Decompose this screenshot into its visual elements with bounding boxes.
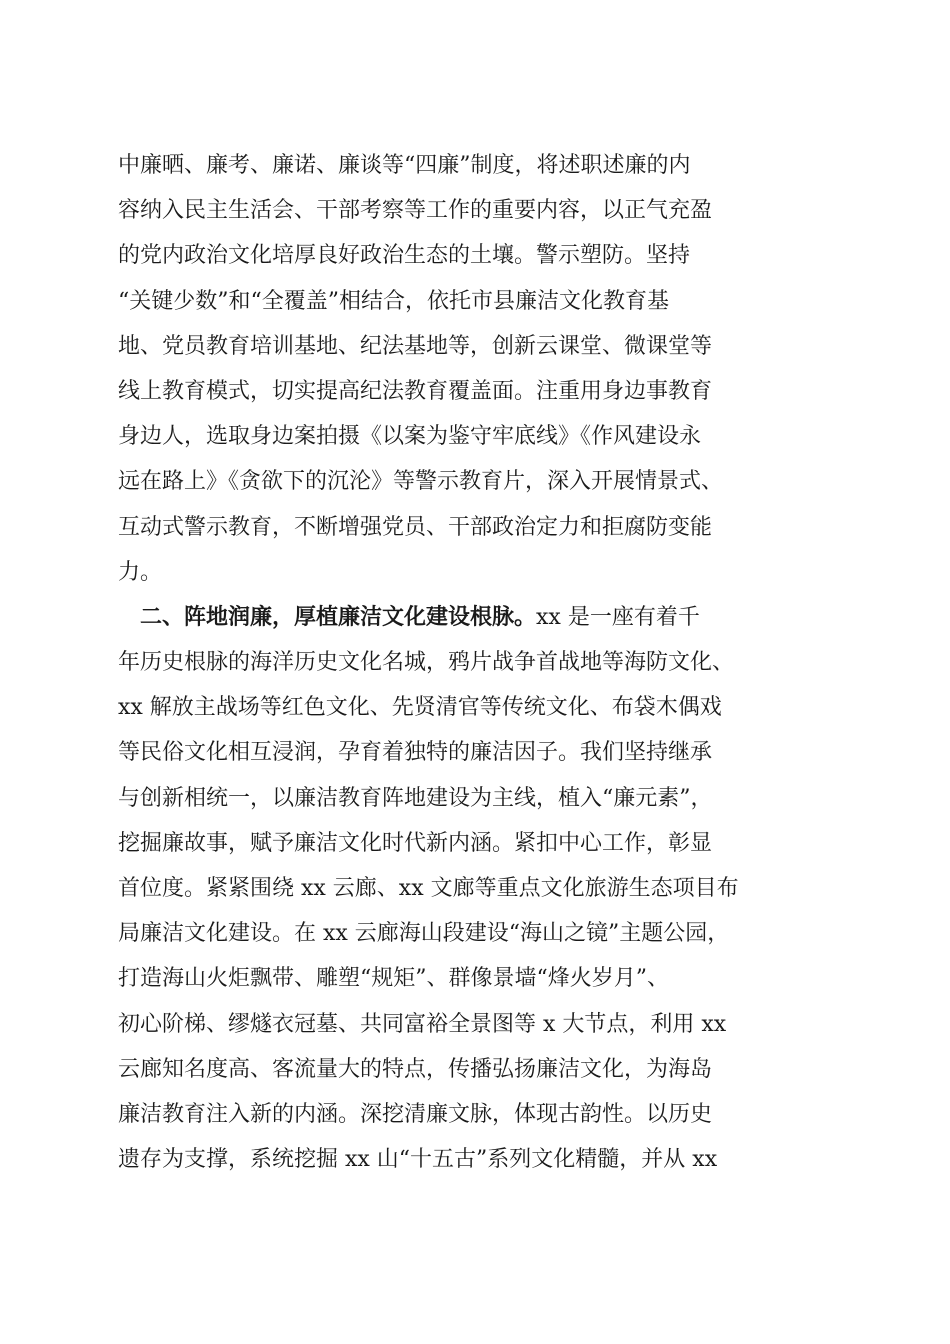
paragraph-1-line-8: 远在路上》《贪欲下的沉沦》等警示教育片，深入开展情景式、 bbox=[118, 469, 724, 495]
paragraph-1-line-10: 力。 bbox=[118, 559, 163, 585]
paragraph-1-line-1: 中廉晒、廉考、廉诺、廉谈等“四廉”制度，将述职述廉的内 bbox=[118, 153, 691, 178]
paragraph-2-line-5: 与创新相统一，以廉洁教育阵地建设为主线，植入“廉元素”， bbox=[118, 785, 713, 811]
paragraph-2-first-line bbox=[118, 595, 838, 640]
paragraph-1-line-7: 身边人，选取身边案拍摄《以案为鉴守牢底线》《作风建设永 bbox=[118, 424, 702, 450]
paragraph-2-line-11: 云廊知名度高、客流量大的特点，传播弘扬廉洁文化，为海岛 bbox=[118, 1056, 713, 1082]
paragraph-2-line-3: xx 解放主战场等红色文化、先贤清官等传统文化、布袋木偶戏 bbox=[118, 695, 722, 721]
paragraph-2-line-8: 局廉洁文化建设。在 xx 云廊海山段建设“海山之镜”主题公园， bbox=[118, 921, 730, 947]
paragraph-1-line-2: 容纳入民主生活会、干部考察等工作的重要内容，以正气充盈 bbox=[118, 198, 713, 224]
document-body bbox=[118, 143, 838, 1182]
section-heading: 二、阵地润廉，厚植廉洁文化建设根脉。 bbox=[140, 604, 537, 630]
paragraph-1-line-3: 的党内政治文化培厚良好政治生态的土壤。警示塑防。坚持 bbox=[118, 243, 691, 269]
paragraph-2-line-12: 廉洁教育注入新的内涵。深挖清廉文脉，体现古韵性。以历史 bbox=[118, 1101, 713, 1127]
paragraph-1-line-4: “关键少数”和“全覆盖”相结合，依托市县廉洁文化教育基 bbox=[118, 288, 669, 314]
paragraph-2-line-7: 首位度。紧紧围绕 xx 云廊、xx 文廊等重点文化旅游生态项目布 bbox=[118, 876, 739, 901]
paragraph-2-line-4: 等民俗文化相互浸润，孕育着独特的廉洁因子。我们坚持继承 bbox=[118, 740, 713, 766]
paragraph-2-line-2: 年历史根脉的海洋历史文化名城，鸦片战争首战地等海防文化、 bbox=[118, 650, 735, 676]
paragraph-2-line-10: 初心阶梯、缪燧衣冠墓、共同富裕全景图等 x 大节点，利用 xx bbox=[118, 1011, 727, 1037]
paragraph-1-line-6: 线上教育模式，切实提高纪法教育覆盖面。注重用身边事教育 bbox=[118, 378, 713, 404]
paragraph-1-line-5: 地、党员教育培训基地、纪法基地等，创新云课堂、微课堂等 bbox=[118, 333, 713, 359]
paragraph-1-line-9: 互动式警示教育，不断增强党员、干部政治定力和拒腐防变能 bbox=[118, 514, 713, 540]
paragraph-2-line-9: 打造海山火炬飘带、雕塑“规矩”、群像景墙“烽火岁月”、 bbox=[118, 966, 669, 992]
paragraph-2-line-6: 挖掘廉故事，赋予廉洁文化时代新内涵。紧扣中心工作，彰显 bbox=[118, 830, 713, 856]
paragraph-2-line-13: 遗存为支撑，系统挖掘 xx 山“十五古”系列文化精髓，并从 xx bbox=[118, 1147, 718, 1173]
paragraph-2-first-line-text: xx 是一座有着千 bbox=[536, 604, 700, 630]
